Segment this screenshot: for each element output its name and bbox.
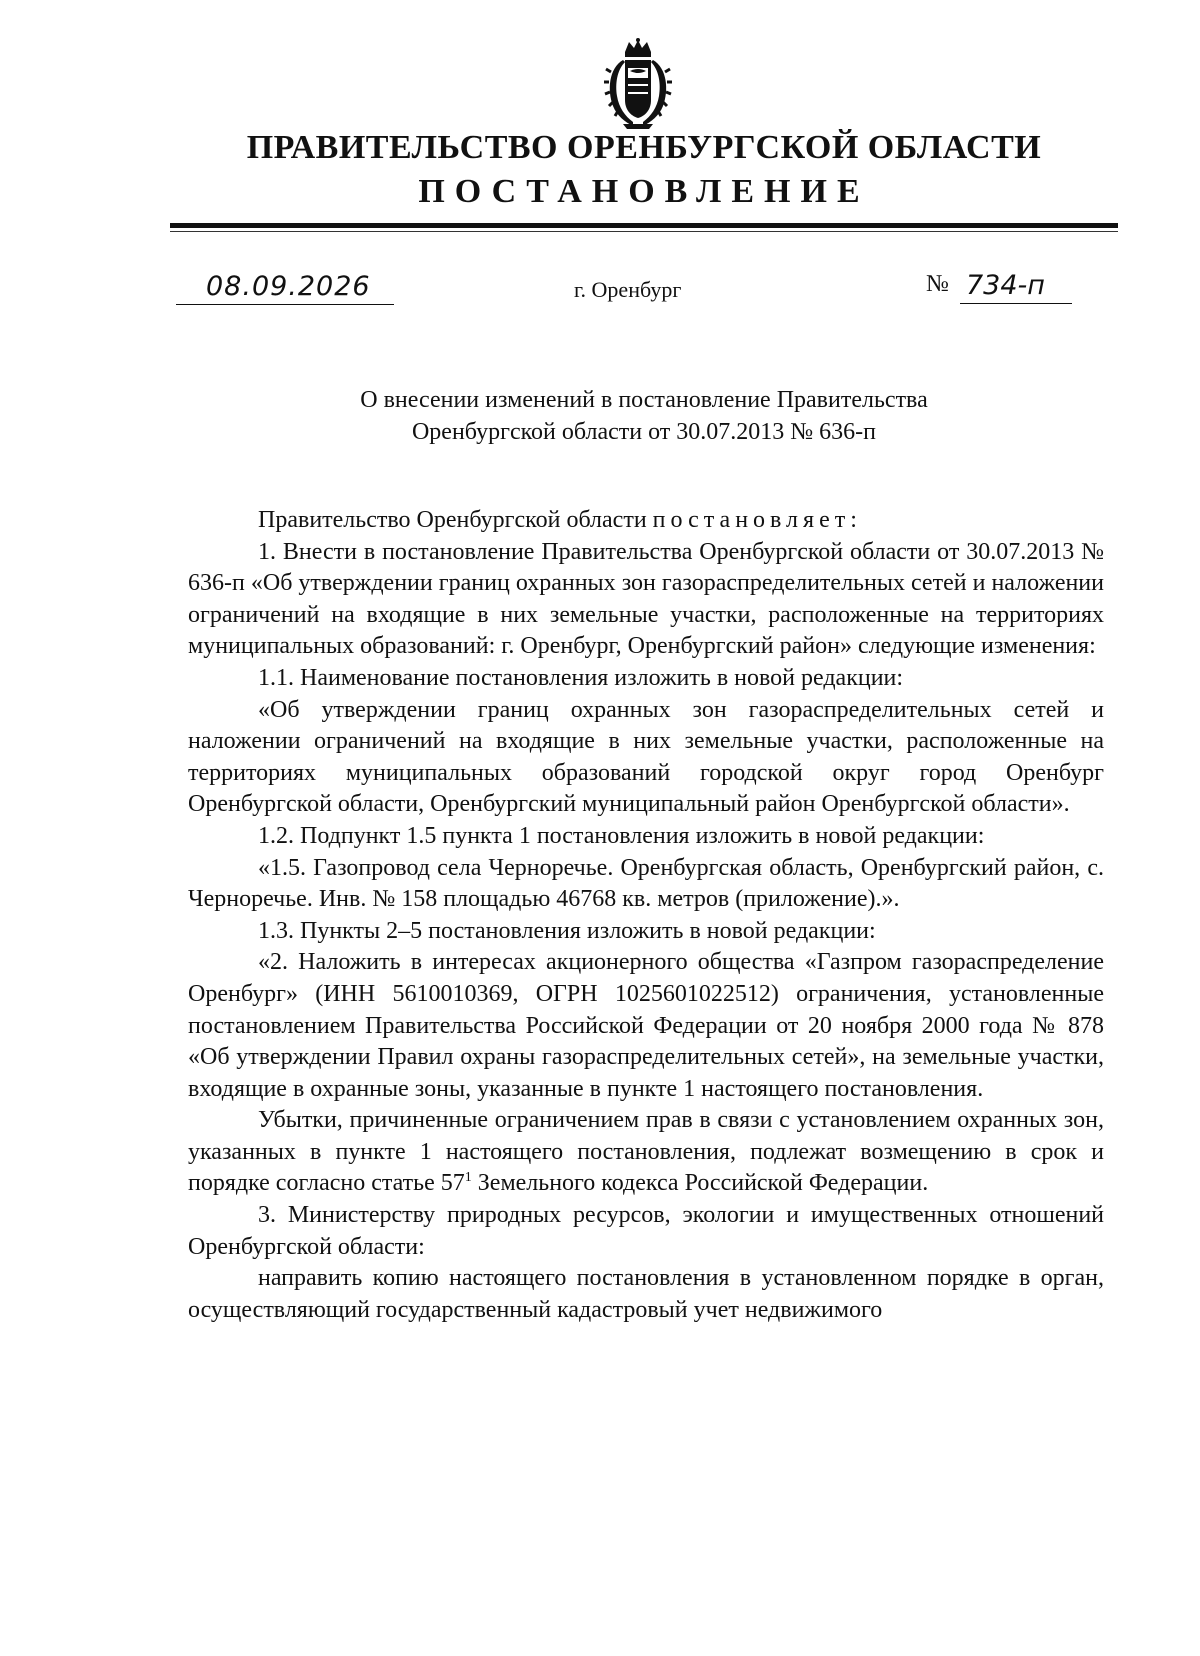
- subject-line-2: Оренбургской области от 30.07.2013 № 636-п: [411, 419, 877, 445]
- paragraph-3: 3. Министерству природных ресурсов, экологии и имущественных отношений Оренбургской области:: [188, 1202, 1104, 1260]
- article-superscript: 1: [464, 1170, 472, 1186]
- paragraph-1: 1. Внести в постановление Правительства Оренбургской области от 30.07.2013 № 636-п «Об утверждении границ охранных зон газораспределительных сетей и наложении ограничений на входящие в них земельные участки, расположенные на территориях муниципальных образований: г. Оренбург, Оренбургский район» следующие изменения:: [188, 538, 1104, 660]
- losses-text-b: Земельного кодекса Российской Федерации.: [471, 1170, 929, 1197]
- paragraph-2: «2. Наложить в интересах акционерного общества «Газпром газораспределение Оренбург» (ИНН 5610010369, ОГРН 1025601022512) ограничения, установленные постановлением Правительства Российской Федерации от 20 ноября 2000 года № 878 «Об утверждении Правил охраны газораспределительных сетей», на земельные участки, входящие в охранные зоны, указанные в пункте 1 настоящего постановления.: [188, 949, 1104, 1102]
- date-field: [176, 270, 394, 305]
- paragraph-2-losses: [188, 1105, 1104, 1200]
- paragraph-3-a: направить копию настоящего постановления в установленном порядке в орган, осуществляющий государственный кадастровый учет недвижимого: [188, 1265, 1104, 1323]
- document-number-field: [926, 268, 1076, 304]
- intro-text: Правительство Оренбургской области: [258, 507, 653, 533]
- paragraph-1-1-quote: «Об утверждении границ охранных зон газораспределительных сетей и наложении ограничений на входящие в них земельные участки, расположенные на территориях муниципальных образований городской округ город Оренбург Оренбургской области, Оренбургский муниципальный район Оренбургской области».: [188, 696, 1104, 818]
- losses-text-a: Убытки, причиненные ограничением прав в связи с установлением охранных зон, указанных в пункте 1 настоящего постановления, подлежат возмещению в срок и порядке согласно статье 57: [188, 1107, 1104, 1197]
- document-number: 734-п: [966, 270, 1045, 301]
- document-subject: [170, 384, 1118, 448]
- paragraph-1-3: 1.3. Пункты 2–5 постановления изложить в новой редакции:: [258, 917, 876, 944]
- government-title: ПРАВИТЕЛЬСТВО ОРЕНБУРГСКОЙ ОБЛАСТИ: [246, 129, 1042, 166]
- number-underline: [960, 269, 1072, 304]
- paragraph-1-2-quote: «1.5. Газопровод села Черноречье. Оренбургская область, Оренбургский район, с. Черноречье. Инв. № 158 площадью 46768 кв. метров (приложение).».: [188, 854, 1104, 913]
- city-label: г. Оренбург: [574, 277, 682, 302]
- header-divider: [170, 223, 1118, 228]
- paragraph-1-1: 1.1. Наименование постановления изложить в новой редакции:: [258, 664, 904, 691]
- document-body: [188, 505, 1104, 1326]
- document-date: 08.09.2026: [206, 271, 371, 302]
- subject-line-1: О внесении изменений в постановление Правительства: [360, 387, 928, 413]
- paragraph-1-2: 1.2. Подпункт 1.5 пункта 1 постановления изложить в новой редакции:: [258, 822, 985, 849]
- intro-decree-word: постановляет:: [652, 507, 862, 533]
- intro-paragraph: [188, 505, 1104, 537]
- header-divider-thin: [170, 231, 1118, 232]
- document-type-title: ПОСТАНОВЛЕНИЕ: [418, 173, 870, 210]
- coat-of-arms-icon: [603, 38, 673, 130]
- number-sign: №: [926, 271, 949, 297]
